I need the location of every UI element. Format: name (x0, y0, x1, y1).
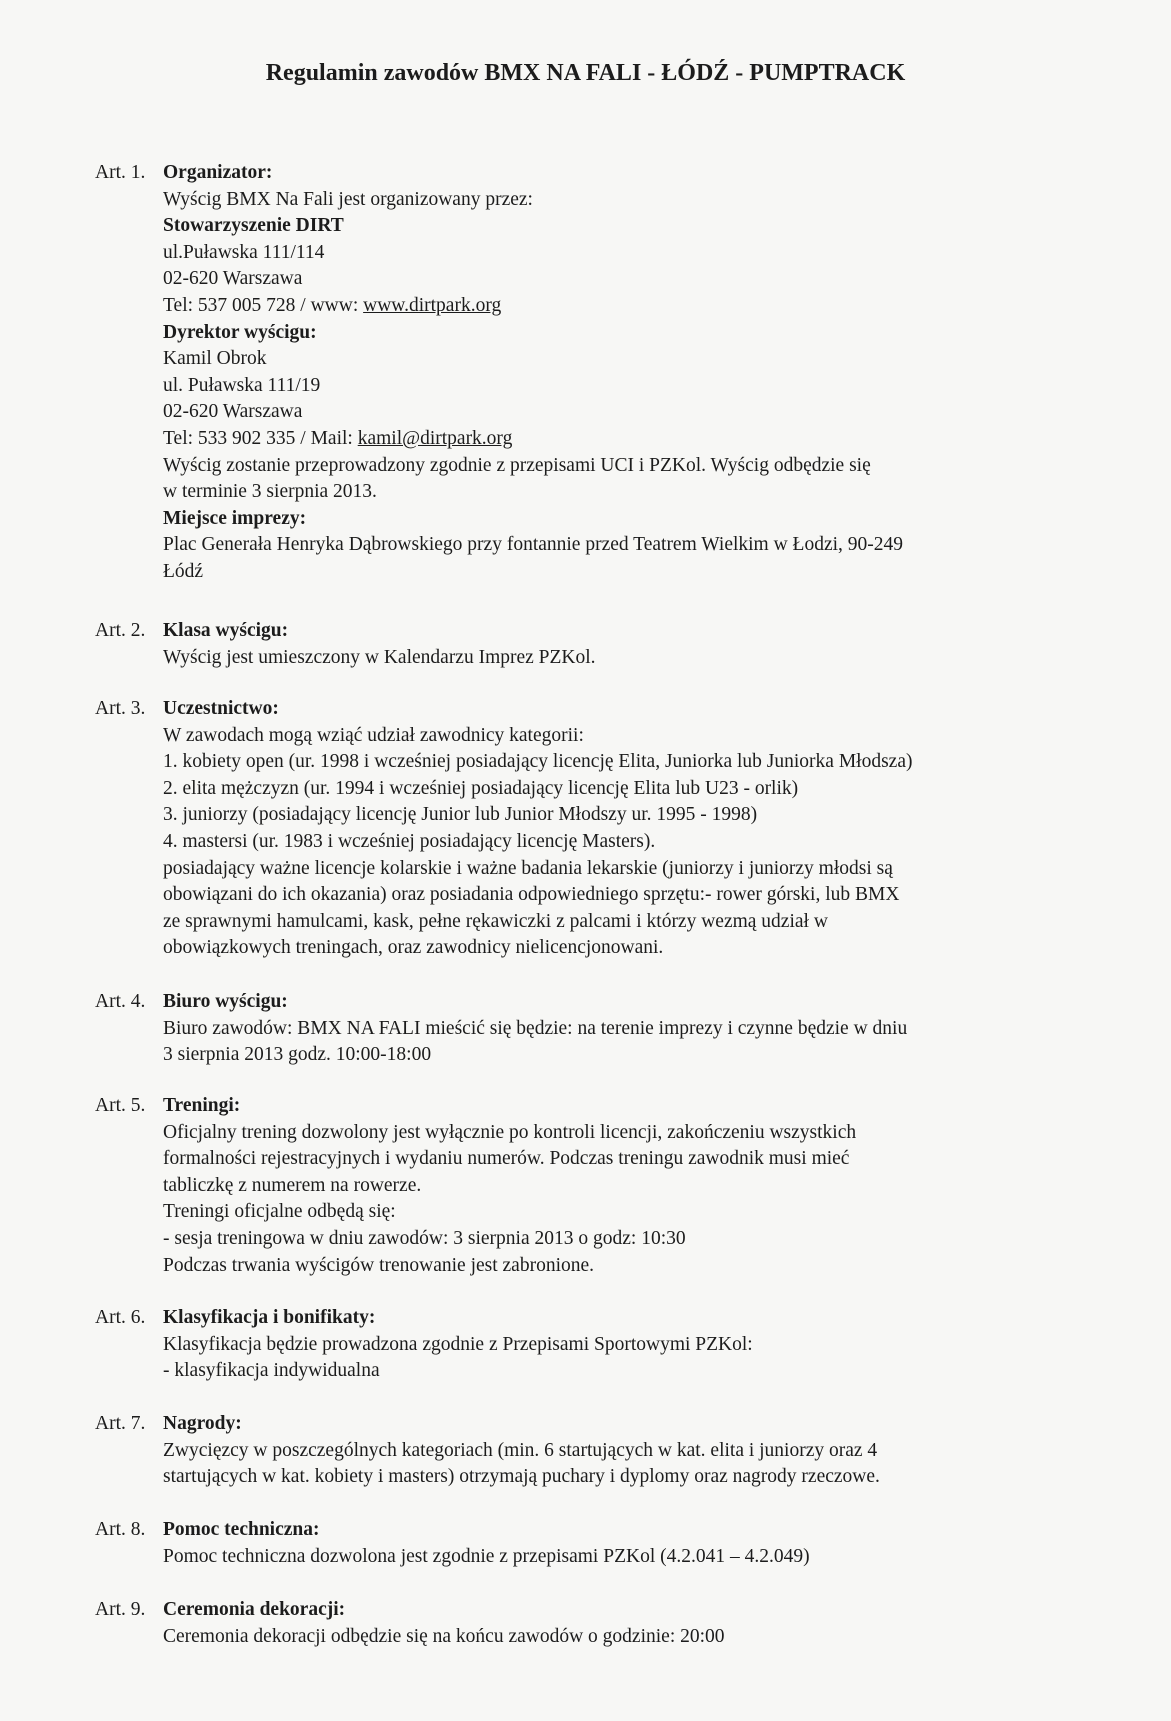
article-heading: Pomoc techniczna: (163, 1519, 320, 1540)
director-contact: Tel: 533 902 335 / Mail: kamil@dirtpark.org (163, 427, 513, 449)
text-line: obowiązani do ich okazania) oraz posiadania odpowiedniego sprzętu:- rower górski, lub BMX (163, 884, 900, 906)
subheading-venue: Miejsce imprezy: (163, 507, 307, 529)
article-number: Art. 4. (95, 991, 146, 1012)
article-heading: Uczestnictwo: (163, 698, 279, 719)
article-body (163, 989, 1123, 1069)
text-line: Wyścig BMX Na Fali jest organizowany przez: (163, 188, 533, 210)
text-line: Wyścig zostanie przeprowadzony zgodnie z przepisami UCI i PZKol. Wyścig odbędzie się (163, 454, 871, 476)
text-line: Oficjalny trening dozwolony jest wyłącznie po kontroli licencji, zakończeniu wszystkich (163, 1121, 857, 1143)
text-line: Łódź (163, 560, 204, 582)
category-line: 4. mastersi (ur. 1983 i wcześniej posiadający licencję Masters). (163, 830, 656, 852)
text-line: obowiązkowych treningach, oraz zawodnicy nielicencjonowani. (163, 937, 664, 959)
text-line: - sesja treningowa w dniu zawodów: 3 sierpnia 2013 o godz: 10:30 (163, 1227, 686, 1249)
text-line: w terminie 3 sierpnia 2013. (163, 481, 377, 503)
article-body (163, 160, 1123, 586)
organizer-name: Stowarzyszenie DIRT (163, 215, 344, 237)
text-line: posiadający ważne licencje kolarskie i ważne badania lekarskie (juniorzy i juniorzy młodsi są (163, 857, 893, 879)
text-line: Klasyfikacja będzie prowadzona zgodnie z Przepisami Sportowymi PZKol: (163, 1333, 753, 1355)
text-line: startujących w kat. kobiety i masters) otrzymają puchary i dyplomy oraz nagrody rzeczowe. (163, 1466, 880, 1488)
article-number: Art. 7. (95, 1413, 146, 1434)
article-body (163, 1093, 1123, 1279)
article-body (163, 1411, 1123, 1491)
text-line: Wyścig jest umieszczony w Kalendarzu Imprez PZKol. (163, 646, 596, 668)
category-line: 1. kobiety open (ur. 1998 i wcześniej posiadający licencję Elita, Juniorka lub Juniorka Młodsza) (163, 751, 913, 773)
text-line: Zwycięzcy w poszczególnych kategoriach (min. 6 startujących w kat. elita i juniorzy oraz 4 (163, 1439, 878, 1461)
text-line: W zawodach mogą wziąć udział zawodnicy kategorii: (163, 724, 584, 746)
article-heading: Klasyfikacja i bonifikaty: (163, 1307, 376, 1328)
article-number: Art. 9. (95, 1599, 146, 1620)
article-number: Art. 2. (95, 620, 146, 641)
article-heading: Biuro wyścigu: (163, 991, 288, 1012)
text-line: 02-620 Warszawa (163, 401, 303, 423)
article-body (163, 1517, 1123, 1570)
text-line: Kamil Obrok (163, 348, 267, 370)
article-body (163, 696, 1123, 962)
text-line: - klasyfikacja indywidualna (163, 1360, 380, 1382)
document-title: Regulamin zawodów BMX NA FALI - ŁÓDŹ - PUMPTRACK (265, 60, 906, 86)
article-heading: Organizator: (163, 162, 273, 183)
email-link[interactable]: kamil@dirtpark.org (357, 427, 513, 449)
text-line: Plac Generała Henryka Dąbrowskiego przy fontannie przed Teatrem Wielkim w Łodzi, 90-249 (163, 534, 904, 556)
article-heading: Treningi: (163, 1095, 241, 1116)
article-body (163, 1305, 1123, 1385)
article-number: Art. 3. (95, 698, 146, 719)
text-line: formalności rejestracyjnych i wydaniu numerów. Podczas treningu zawodnik musi mieć (163, 1148, 850, 1170)
article-number: Art. 5. (95, 1095, 146, 1116)
article-heading: Nagrody: (163, 1413, 242, 1434)
text-line: Podczas trwania wyścigów trenowanie jest zabronione. (163, 1254, 595, 1276)
category-line: 2. elita mężczyzn (ur. 1994 i wcześniej posiadający licencję Elita lub U23 - orlik) (163, 777, 799, 799)
text-line: Treningi oficjalne odbędą się: (163, 1201, 396, 1223)
text-line: Pomoc techniczna dozwolona jest zgodnie z przepisami PZKol (4.2.041 – 4.2.049) (163, 1545, 810, 1567)
article-number: Art. 6. (95, 1307, 146, 1328)
article-body (163, 1597, 1123, 1650)
article-heading: Klasa wyścigu: (163, 620, 289, 641)
website-link[interactable]: www.dirtpark.org (363, 294, 502, 316)
category-line: 3. juniorzy (posiadający licencję Junior lub Junior Młodszy ur. 1995 - 1998) (163, 804, 758, 826)
text-line: ul.Puławska 111/114 (163, 241, 325, 263)
text-line: tabliczkę z numerem na rowerze. (163, 1174, 422, 1196)
article-heading: Ceremonia dekoracji: (163, 1599, 346, 1620)
text-line: 02-620 Warszawa (163, 268, 303, 290)
text-line: Biuro zawodów: BMX NA FALI mieścić się będzie: na terenie imprezy i czynne będzie w dniu (163, 1017, 908, 1039)
text-line: Ceremonia dekoracji odbędzie się na końcu zawodów o godzinie: 20:00 (163, 1625, 725, 1647)
article-number: Art. 8. (95, 1519, 146, 1540)
text-line: ze sprawnymi hamulcami, kask, pełne rękawiczki z palcami i którzy wezmą udział w (163, 910, 828, 932)
article-body (163, 618, 1123, 671)
organizer-contact: Tel: 537 005 728 / www: www.dirtpark.org (163, 294, 502, 316)
subheading-director: Dyrektor wyścigu: (163, 321, 317, 343)
text-line: 3 sierpnia 2013 godz. 10:00-18:00 (163, 1044, 432, 1066)
text-line: ul. Puławska 111/19 (163, 374, 321, 396)
article-number: Art. 1. (95, 162, 146, 183)
